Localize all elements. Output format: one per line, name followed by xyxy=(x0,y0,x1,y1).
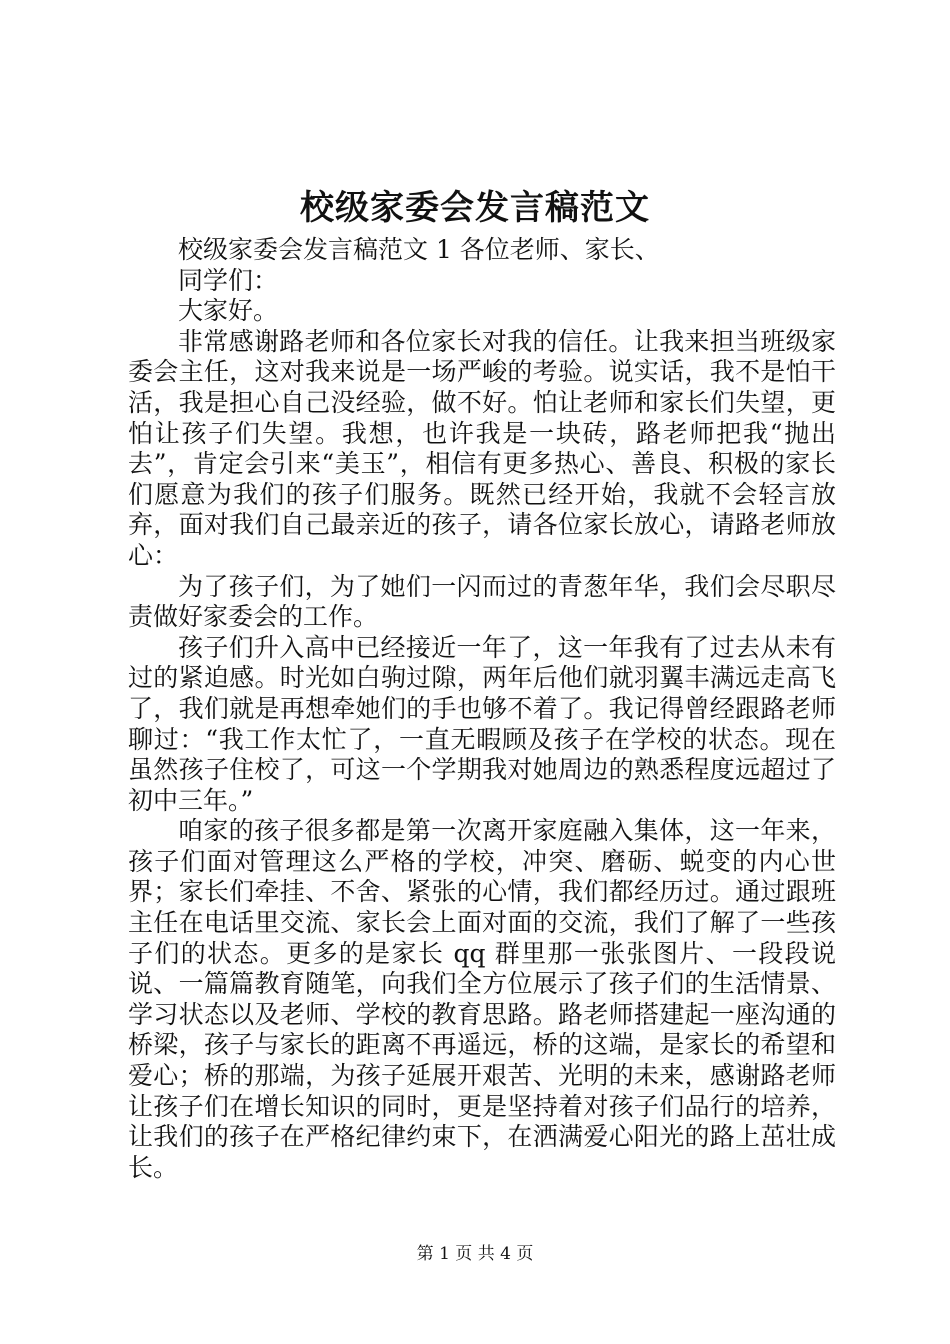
document-body xyxy=(128,235,836,1183)
paragraph-7: 咱家的孩子很多都是第一次离开家庭融入集体，这一年来，孩子们面对管理这么严格的学校，冲突、磨砺、蜕变的内心世界；家长们牵挂、不舍、紧张的心情，我们都经历过。通过跟班主任在电话里交流、家长会上面对面的交流，我们了解了一些孩子们的状态。更多的是家长 qq 群里那一张张图片、一段段说说、一篇篇教育随笔，向我们全方位展示了孩子们的生活情景、学习状态以及老师、学校的教育思路。路老师搭建起一座沟通的桥梁，孩子与家长的距离不再遥远，桥的这端，是家长的希望和爱心；桥的那端，为孩子延展开艰苦、光明的未来，感谢路老师让孩子们在增长知识的同时，更是坚持着对孩子们品行的培养，让我们的孩子在严格纪律约束下，在洒满爱心阳光的路上茁壮成长。 xyxy=(128,816,836,1182)
page-footer: 第 1 页 共 4 页 xyxy=(416,1244,534,1264)
paragraph-6: 孩子们升入高中已经接近一年了，这一年我有了过去从未有过的紧迫感。时光如白驹过隙，两年后他们就羽翼丰满远走高飞了，我们就是再想牵她们的手也够不着了。我记得曾经跟路老师聊过：“我工作太忙了，一直无暇顾及孩子在学校的状态。现在虽然孩子住校了，可这一个学期我对她周边的熟悉程度远超过了初中三年。” xyxy=(128,632,836,815)
document-title: 校级家委会发言稿范文 xyxy=(300,188,650,228)
paragraph-3: 大家好。 xyxy=(178,296,279,326)
paragraph-5: 为了孩子们，为了她们一闪而过的青葱年华，我们会尽职尽责做好家委会的工作。 xyxy=(128,571,836,632)
paragraph-1: 校级家委会发言稿范文 1 各位老师、家长、 xyxy=(178,235,660,264)
paragraph-4: 非常感谢路老师和各位家长对我的信任。让我来担当班级家委会主任，这对我来说是一场严峻的考验。说实话，我不是怕干活，我是担心自己没经验，做不好。怕让老师和家长们失望，更怕让孩子们失望。我想，也许我是一块砖，路老师把我“抛出去”，肯定会引来“美玉”，相信有更多热心、善良、积极的家长们愿意为我们的孩子们服务。既然已经开始，我就不会轻言放弃，面对我们自己最亲近的孩子，请各位家长放心，请路老师放心： xyxy=(128,326,836,570)
paragraph-2: 同学们： xyxy=(178,265,279,295)
